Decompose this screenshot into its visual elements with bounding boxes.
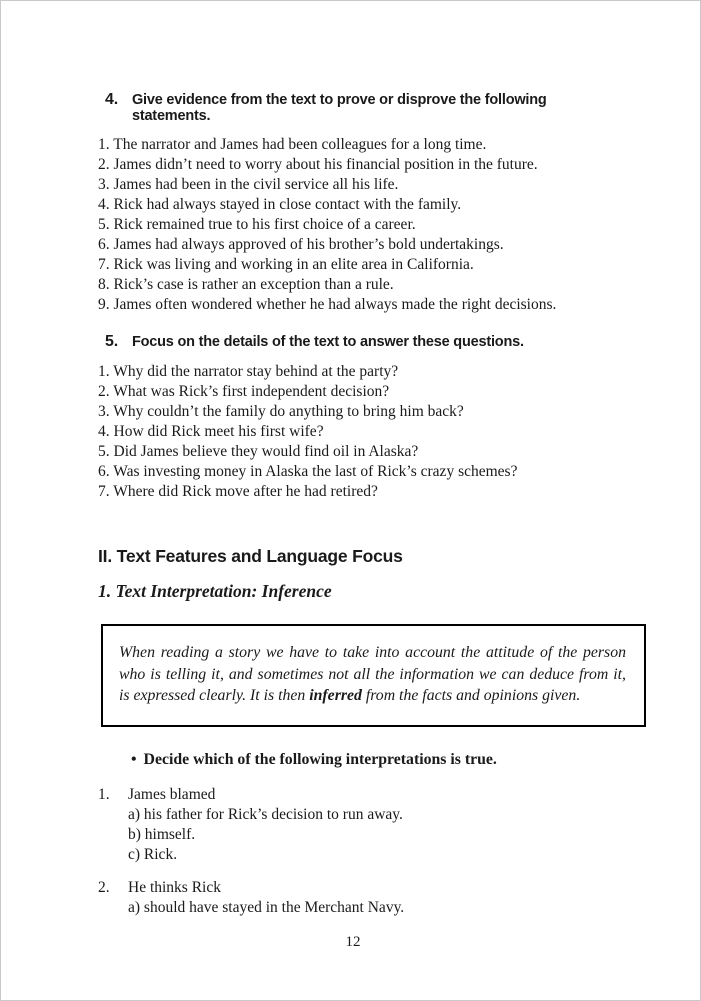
inference-text-before: When reading a story we have to take into account the attitude of the person who is telling it, and sometimes not all the information we can deduce from it, is expressed clearly. It is then [119, 644, 626, 704]
list-item: 7. Where did Rick move after he had retired? [98, 483, 378, 500]
list-item: 5. Rick remained true to his first choice of a career. [98, 216, 416, 233]
spacer [98, 520, 608, 546]
exercise-5-title: Focus on the details of the text to answer these questions. [131, 334, 524, 350]
inference-bold-word: inferred [309, 687, 362, 704]
question-number: 2. [98, 878, 110, 896]
question-stem: He thinks Rick [128, 878, 221, 896]
list-item: 8. Rick’s case is rather an exception than a rule. [98, 276, 394, 293]
list-item: 1. Why did the narrator stay behind at the party? [98, 363, 399, 380]
inference-note-text [119, 642, 626, 707]
question-number: 1. [98, 785, 110, 803]
question-option: b) himself. [128, 825, 196, 843]
page-content [1, 1, 700, 951]
question-body [128, 785, 403, 865]
instruction-text: Decide which of the following interpretations is true. [143, 750, 497, 768]
list-item: 6. James had always approved of his brother’s bold undertakings. [98, 236, 504, 253]
list-item: 3. James had been in the civil service all his life. [98, 176, 399, 193]
section-heading: II. Text Features and Language Focus [98, 546, 403, 566]
exercise-4-heading [105, 91, 608, 124]
exercise-5-question-list [98, 362, 608, 502]
list-item: 3. Why couldn’t the family do anything to bring him back? [98, 403, 464, 420]
question-stem: James blamed [128, 785, 216, 803]
inference-note-box [101, 624, 646, 727]
question-option: a) his father for Rick’s decision to run away. [128, 805, 403, 823]
page-number: 12 [345, 933, 361, 950]
exercise-4-number: 4. [105, 91, 118, 108]
list-item: 1. The narrator and James had been colleagues for a long time. [98, 136, 487, 153]
list-item: 5. Did James believe they would find oil in Alaska? [98, 443, 419, 460]
instruction-line [131, 751, 608, 769]
question-2 [98, 878, 608, 918]
bullet-icon: • [131, 750, 137, 768]
question-option: c) Rick. [128, 845, 178, 863]
list-item: 4. How did Rick meet his first wife? [98, 423, 324, 440]
question-option: a) should have stayed in the Merchant Navy. [128, 898, 405, 916]
list-item: 4. Rick had always stayed in close contact with the family. [98, 196, 462, 213]
list-item: 9. James often wondered whether he had always made the right decisions. [98, 296, 557, 313]
exercise-4-statement-list [98, 135, 608, 315]
list-item: 6. Was investing money in Alaska the last of Rick’s crazy schemes? [98, 463, 518, 480]
list-item: 7. Rick was living and working in an elite area in California. [98, 256, 474, 273]
exercise-4-title: Give evidence from the text to prove or disprove the following statements. [131, 92, 547, 124]
subsection-heading: 1. Text Interpretation: Inference [98, 581, 332, 601]
question-1 [98, 785, 608, 865]
list-item: 2. James didn’t need to worry about his financial position in the future. [98, 156, 538, 173]
inference-text-after: from the facts and opinions given. [361, 687, 581, 704]
exercise-5-heading [105, 333, 608, 351]
question-body [128, 878, 404, 918]
list-item: 2. What was Rick’s first independent decision? [98, 383, 390, 400]
exercise-5-number: 5. [105, 333, 118, 350]
